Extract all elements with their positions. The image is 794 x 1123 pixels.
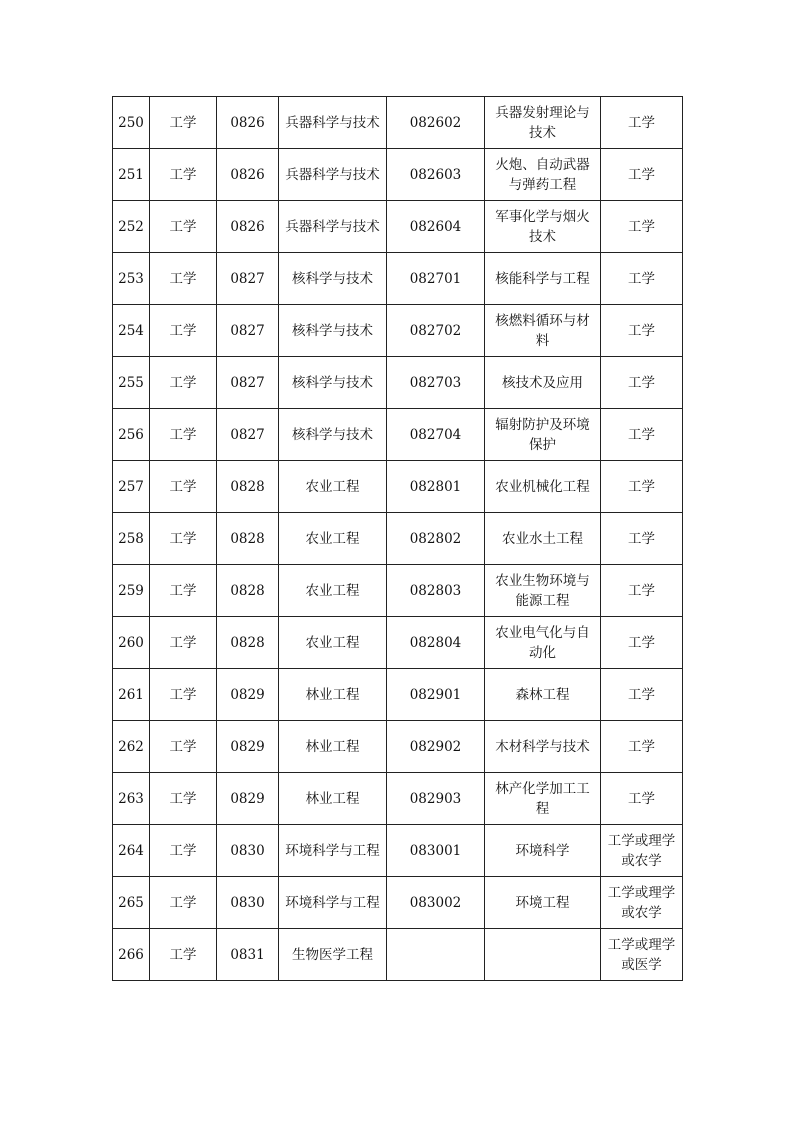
first-level-code-cell: 0828	[217, 461, 279, 513]
table-row	[113, 513, 683, 565]
degree-type-cell: 工学或理学或农学	[601, 825, 683, 877]
degree-type-cell: 工学或理学或医学	[601, 929, 683, 981]
category-cell: 工学	[150, 149, 217, 201]
row-number-cell: 254	[113, 305, 150, 357]
second-level-code-cell: 082704	[387, 409, 485, 461]
row-number-cell: 255	[113, 357, 150, 409]
degree-type-cell: 工学	[601, 201, 683, 253]
degree-type-cell: 工学或理学或农学	[601, 877, 683, 929]
first-level-code-cell: 0828	[217, 617, 279, 669]
second-level-name-cell: 农业生物环境与能源工程	[485, 565, 601, 617]
table-row	[113, 825, 683, 877]
first-level-name-cell: 环境科学与工程	[279, 825, 387, 877]
first-level-code-cell: 0826	[217, 149, 279, 201]
row-number-cell: 250	[113, 97, 150, 149]
row-number-cell: 259	[113, 565, 150, 617]
second-level-name-cell: 木材科学与技术	[485, 721, 601, 773]
first-level-code-cell: 0827	[217, 305, 279, 357]
row-number-cell: 256	[113, 409, 150, 461]
first-level-name-cell: 农业工程	[279, 513, 387, 565]
degree-type-cell: 工学	[601, 513, 683, 565]
category-cell: 工学	[150, 513, 217, 565]
category-cell: 工学	[150, 773, 217, 825]
category-cell: 工学	[150, 929, 217, 981]
category-cell: 工学	[150, 357, 217, 409]
table-row	[113, 149, 683, 201]
second-level-name-cell: 农业水土工程	[485, 513, 601, 565]
category-cell: 工学	[150, 565, 217, 617]
first-level-code-cell: 0828	[217, 513, 279, 565]
first-level-name-cell: 核科学与技术	[279, 253, 387, 305]
table-row	[113, 617, 683, 669]
second-level-name-cell: 林产化学加工工程	[485, 773, 601, 825]
row-number-cell: 264	[113, 825, 150, 877]
row-number-cell: 260	[113, 617, 150, 669]
category-cell: 工学	[150, 201, 217, 253]
first-level-code-cell: 0829	[217, 669, 279, 721]
category-cell: 工学	[150, 617, 217, 669]
degree-type-cell: 工学	[601, 357, 683, 409]
second-level-code-cell: 082801	[387, 461, 485, 513]
table-row	[113, 669, 683, 721]
first-level-name-cell: 农业工程	[279, 461, 387, 513]
first-level-name-cell: 林业工程	[279, 721, 387, 773]
row-number-cell: 252	[113, 201, 150, 253]
first-level-name-cell: 核科学与技术	[279, 357, 387, 409]
second-level-code-cell: 082903	[387, 773, 485, 825]
degree-type-cell: 工学	[601, 305, 683, 357]
second-level-name-cell: 环境工程	[485, 877, 601, 929]
second-level-name-cell: 核燃料循环与材料	[485, 305, 601, 357]
first-level-name-cell: 兵器科学与技术	[279, 97, 387, 149]
second-level-name-cell: 森林工程	[485, 669, 601, 721]
second-level-code-cell: 083002	[387, 877, 485, 929]
row-number-cell: 263	[113, 773, 150, 825]
table-row	[113, 357, 683, 409]
degree-type-cell: 工学	[601, 149, 683, 201]
first-level-name-cell: 兵器科学与技术	[279, 149, 387, 201]
first-level-code-cell: 0826	[217, 201, 279, 253]
first-level-code-cell: 0831	[217, 929, 279, 981]
table-row	[113, 201, 683, 253]
table-row	[113, 929, 683, 981]
second-level-name-cell: 农业机械化工程	[485, 461, 601, 513]
second-level-name-cell: 军事化学与烟火技术	[485, 201, 601, 253]
category-cell: 工学	[150, 305, 217, 357]
second-level-code-cell: 082802	[387, 513, 485, 565]
degree-type-cell: 工学	[601, 773, 683, 825]
first-level-name-cell: 环境科学与工程	[279, 877, 387, 929]
second-level-code-cell: 082703	[387, 357, 485, 409]
second-level-name-cell: 火炮、自动武器与弹药工程	[485, 149, 601, 201]
degree-type-cell: 工学	[601, 565, 683, 617]
second-level-name-cell: 核技术及应用	[485, 357, 601, 409]
first-level-code-cell: 0830	[217, 825, 279, 877]
first-level-name-cell: 兵器科学与技术	[279, 201, 387, 253]
first-level-name-cell: 农业工程	[279, 565, 387, 617]
discipline-catalog-table	[112, 96, 683, 981]
row-number-cell: 258	[113, 513, 150, 565]
second-level-code-cell: 082902	[387, 721, 485, 773]
first-level-name-cell: 生物医学工程	[279, 929, 387, 981]
second-level-code-cell: 082604	[387, 201, 485, 253]
row-number-cell: 261	[113, 669, 150, 721]
second-level-code-cell: 082701	[387, 253, 485, 305]
degree-type-cell: 工学	[601, 669, 683, 721]
table-row	[113, 253, 683, 305]
category-cell: 工学	[150, 721, 217, 773]
row-number-cell: 253	[113, 253, 150, 305]
category-cell: 工学	[150, 253, 217, 305]
second-level-name-cell: 农业电气化与自动化	[485, 617, 601, 669]
second-level-name-cell: 兵器发射理论与技术	[485, 97, 601, 149]
category-cell: 工学	[150, 877, 217, 929]
row-number-cell: 251	[113, 149, 150, 201]
degree-type-cell: 工学	[601, 97, 683, 149]
degree-type-cell: 工学	[601, 409, 683, 461]
degree-type-cell: 工学	[601, 617, 683, 669]
first-level-code-cell: 0830	[217, 877, 279, 929]
category-cell: 工学	[150, 669, 217, 721]
first-level-code-cell: 0826	[217, 97, 279, 149]
second-level-code-cell: 082804	[387, 617, 485, 669]
second-level-name-cell	[485, 929, 601, 981]
degree-type-cell: 工学	[601, 721, 683, 773]
second-level-code-cell: 083001	[387, 825, 485, 877]
first-level-name-cell: 林业工程	[279, 669, 387, 721]
table-row	[113, 721, 683, 773]
second-level-name-cell: 核能科学与工程	[485, 253, 601, 305]
first-level-name-cell: 林业工程	[279, 773, 387, 825]
first-level-code-cell: 0828	[217, 565, 279, 617]
row-number-cell: 266	[113, 929, 150, 981]
category-cell: 工学	[150, 97, 217, 149]
category-cell: 工学	[150, 461, 217, 513]
second-level-code-cell: 082901	[387, 669, 485, 721]
first-level-code-cell: 0829	[217, 721, 279, 773]
table-row	[113, 409, 683, 461]
row-number-cell: 257	[113, 461, 150, 513]
table-row	[113, 877, 683, 929]
second-level-name-cell: 辐射防护及环境保护	[485, 409, 601, 461]
first-level-name-cell: 农业工程	[279, 617, 387, 669]
first-level-code-cell: 0829	[217, 773, 279, 825]
table-row	[113, 305, 683, 357]
table-row	[113, 97, 683, 149]
table-row	[113, 773, 683, 825]
row-number-cell: 262	[113, 721, 150, 773]
second-level-code-cell: 082803	[387, 565, 485, 617]
first-level-name-cell: 核科学与技术	[279, 409, 387, 461]
first-level-code-cell: 0827	[217, 253, 279, 305]
second-level-name-cell: 环境科学	[485, 825, 601, 877]
first-level-code-cell: 0827	[217, 357, 279, 409]
table-body	[113, 97, 683, 981]
category-cell: 工学	[150, 409, 217, 461]
degree-type-cell: 工学	[601, 461, 683, 513]
category-cell: 工学	[150, 825, 217, 877]
first-level-code-cell: 0827	[217, 409, 279, 461]
second-level-code-cell: 082602	[387, 97, 485, 149]
second-level-code-cell: 082603	[387, 149, 485, 201]
second-level-code-cell: 082702	[387, 305, 485, 357]
table-row	[113, 461, 683, 513]
row-number-cell: 265	[113, 877, 150, 929]
degree-type-cell: 工学	[601, 253, 683, 305]
second-level-code-cell	[387, 929, 485, 981]
first-level-name-cell: 核科学与技术	[279, 305, 387, 357]
table-row	[113, 565, 683, 617]
